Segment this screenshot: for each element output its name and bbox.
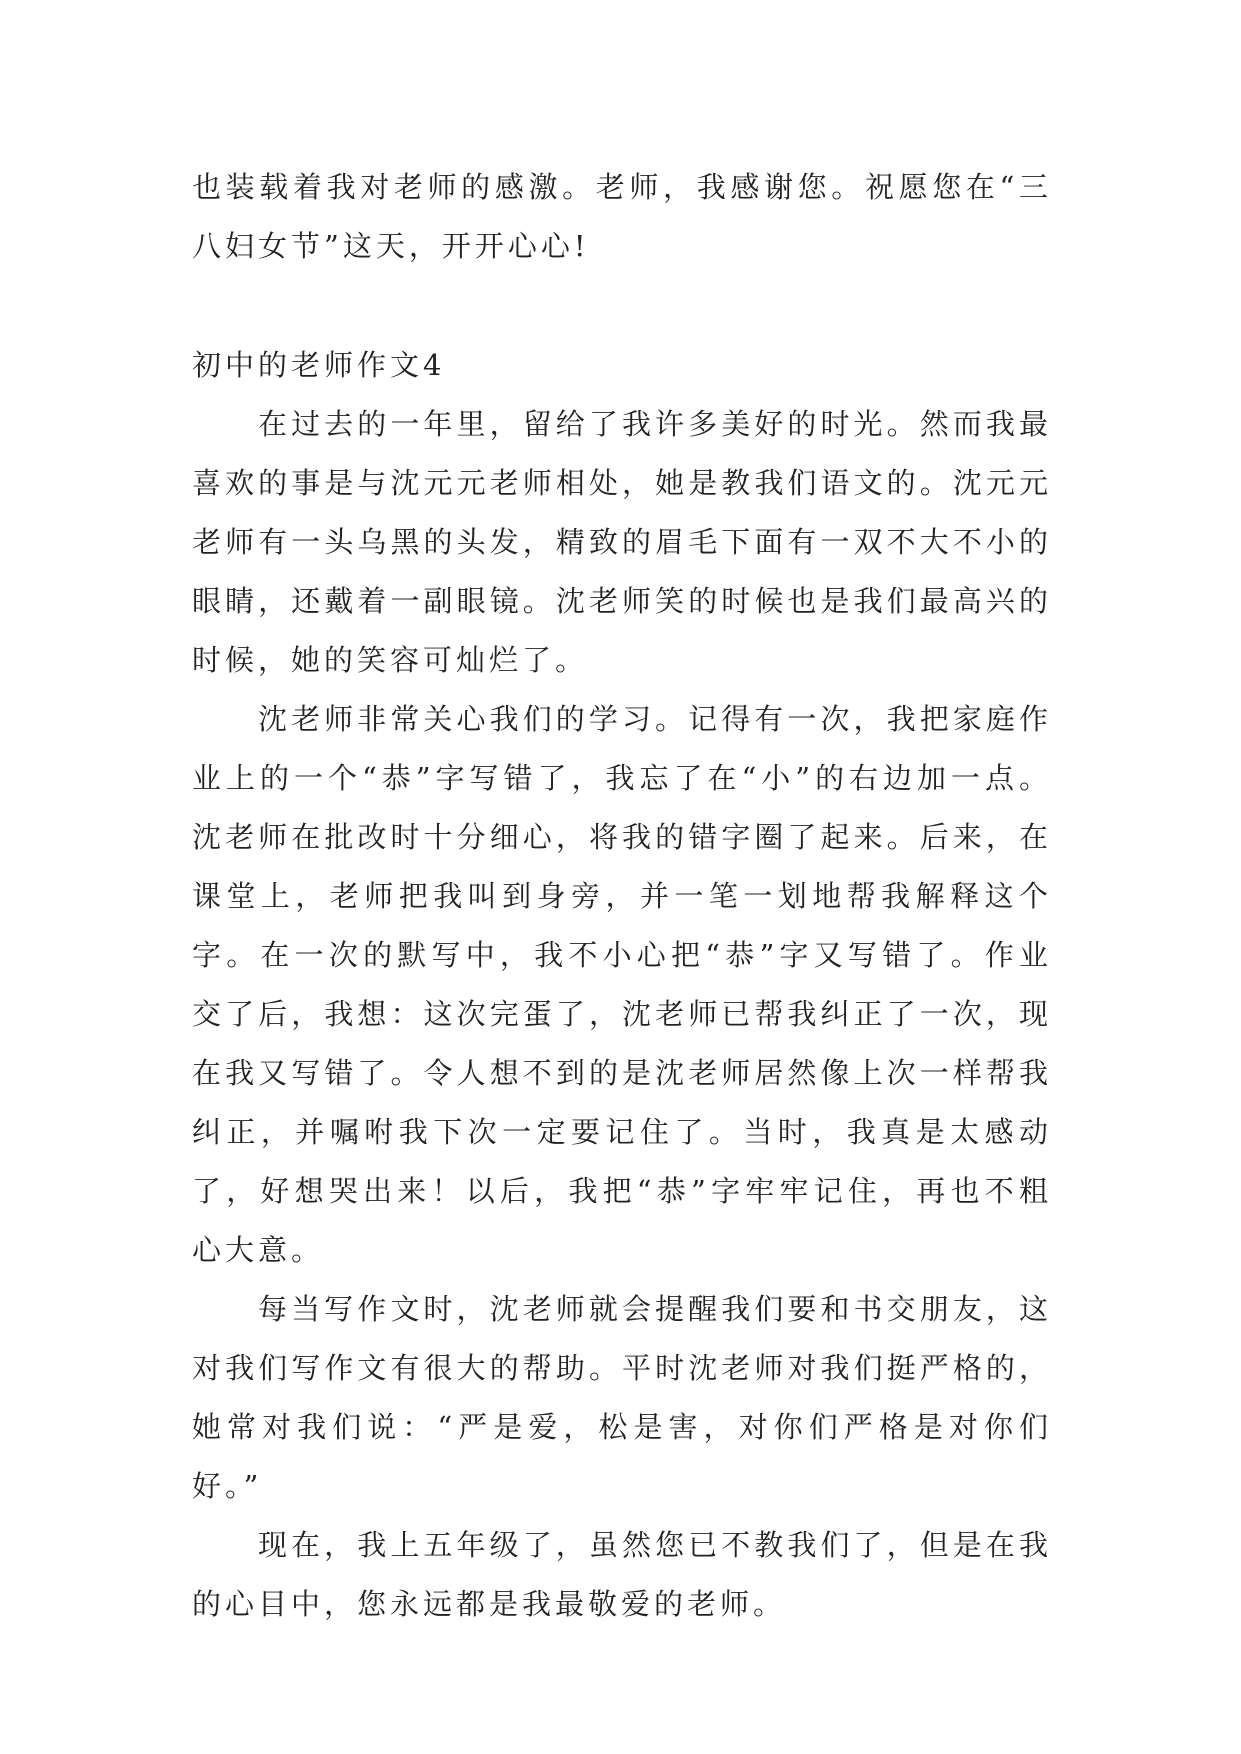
essay-paragraph-1: 在过去的一年里，留给了我许多美好的时光。然而我最喜欢的事是与沈元元老师相处，她是教我们语文的。沈元元老师有一头乌黑的头发，精致的眉毛下面有一双不大不小的眼睛，还戴着一副眼镜。沈老师笑的时候也是我们最高兴的时候，她的笑容可灿烂了。 <box>192 407 1052 677</box>
essay-section <box>192 336 1052 1634</box>
section-title: 初中的老师作文4 <box>192 348 446 382</box>
essay-paragraph-3: 每当写作文时，沈老师就会提醒我们要和书交朋友，这对我们写作文有很大的帮助。平时沈老师对我们挺严格的，她常对我们说：“严是爱，松是害，对你们严格是对你们好。” <box>192 1292 1052 1503</box>
essay-paragraph-2: 沈老师非常关心我们的学习。记得有一次，我把家庭作业上的一个“恭”字写错了，我忘了在“小”的右边加一点。沈老师在批改时十分细心，将我的错字圈了起来。后来，在课堂上，老师把我叫到身旁，并一笔一划地帮我解释这个字。在一次的默写中，我不小心把“恭”字又写错了。作业交了后，我想：这次完蛋了，沈老师已帮我纠正了一次，现在我又写错了。令人想不到的是沈老师居然像上次一样帮我纠正，并嘱咐我下次一定要记住了。当时，我真是太感动了，好想哭出来！以后，我把“恭”字牢牢记住，再也不粗心大意。 <box>192 702 1052 1267</box>
continuation-paragraph: 也装载着我对老师的感激。老师，我感谢您。祝愿您在“三八妇女节”这天，开开心心! <box>192 170 1052 263</box>
essay-paragraph-4: 现在，我上五年级了，虽然您已不教我们了，但是在我的心目中，您永远都是我最敬爱的老师。 <box>192 1528 1052 1621</box>
previous-essay-ending <box>192 158 1052 276</box>
